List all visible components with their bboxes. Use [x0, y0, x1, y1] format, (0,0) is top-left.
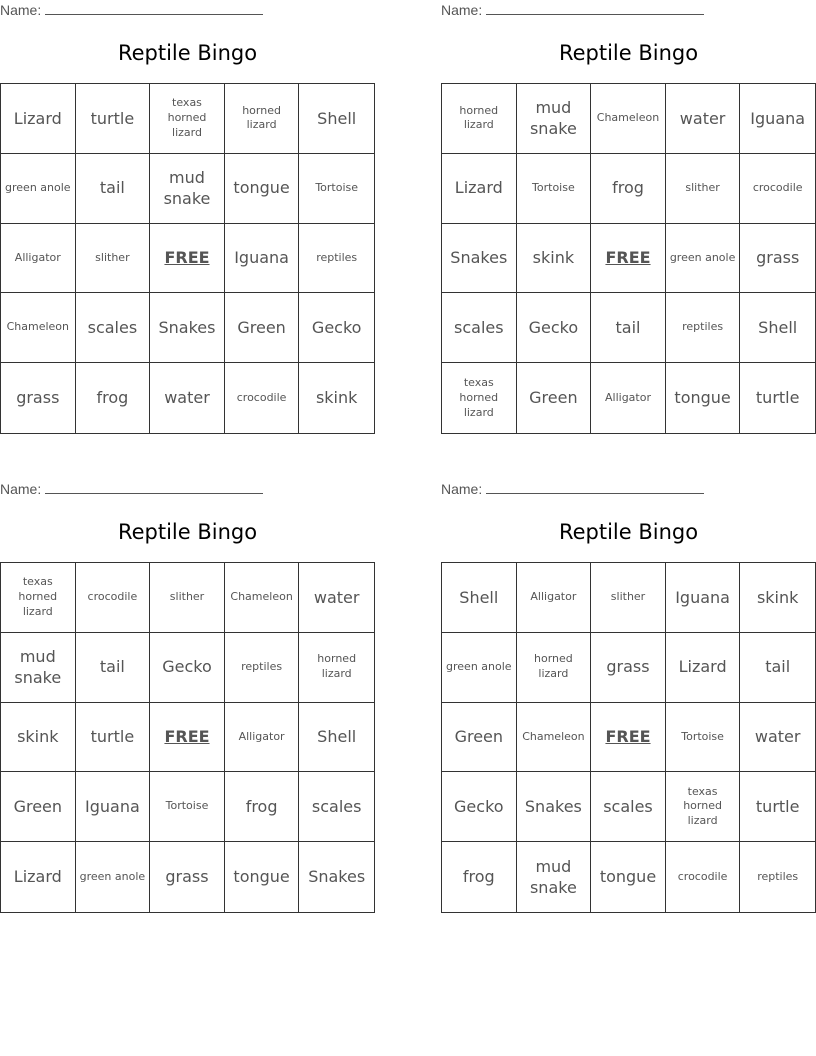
bingo-grid: [441, 83, 816, 434]
bingo-card-2: [441, 0, 816, 434]
bingo-cell: Alligator: [225, 703, 300, 773]
bingo-cell: Green: [442, 703, 517, 773]
bingo-cell: Snakes: [442, 224, 517, 294]
bingo-cell: horned lizard: [299, 633, 374, 703]
bingo-cell: horned lizard: [442, 84, 517, 154]
bingo-grid: [0, 83, 375, 434]
bingo-cell: Snakes: [517, 772, 592, 842]
bingo-cell: FREE: [591, 703, 666, 773]
card-title: Reptile Bingo: [117, 520, 258, 544]
bingo-cell: crocodile: [666, 842, 741, 912]
bingo-card-1: [0, 0, 375, 434]
bingo-cell: Snakes: [150, 293, 225, 363]
bingo-cell: texas horned lizard: [666, 772, 741, 842]
bingo-cell: grass: [591, 633, 666, 703]
name-blank-line[interactable]: [486, 481, 704, 494]
bingo-cell: skink: [740, 563, 815, 633]
bingo-cell: horned lizard: [225, 84, 300, 154]
bingo-cell: Snakes: [308, 867, 366, 887]
bingo-cell: tongue: [591, 842, 666, 912]
bingo-cell: Iguana: [225, 224, 300, 294]
bingo-cell: tail: [740, 633, 815, 703]
name-blank-line[interactable]: [486, 2, 704, 15]
bingo-cell: texas horned lizard: [442, 363, 517, 433]
bingo-cell: Iguana: [740, 84, 815, 154]
bingo-cell: Alligator: [591, 363, 666, 433]
bingo-cell: tail: [76, 633, 151, 703]
bingo-cell: Shell: [442, 563, 517, 633]
bingo-grid: [441, 562, 816, 913]
bingo-cell: Gecko: [150, 633, 225, 703]
bingo-cell: Green: [517, 363, 592, 433]
bingo-cell: Shell: [740, 293, 815, 363]
bingo-cell: grass: [150, 842, 225, 912]
bingo-cell: frog: [76, 363, 151, 433]
bingo-cell: reptiles: [299, 224, 374, 294]
bingo-cell: reptiles: [225, 633, 300, 703]
name-field[interactable]: [441, 2, 704, 18]
bingo-cell: skink: [517, 224, 592, 294]
bingo-cell: frog: [591, 154, 666, 224]
bingo-cell: Chameleon: [591, 84, 666, 154]
bingo-cell: tail: [591, 293, 666, 363]
bingo-cell: horned lizard: [517, 633, 592, 703]
bingo-cell: skink: [315, 388, 358, 408]
bingo-cell: grass: [1, 363, 76, 433]
name-field[interactable]: [0, 2, 263, 18]
card-title: Reptile Bingo: [558, 520, 699, 544]
bingo-cell: Gecko: [517, 293, 592, 363]
bingo-cell: water: [150, 363, 225, 433]
card-title: Reptile Bingo: [558, 41, 699, 65]
bingo-cell: scales: [442, 293, 517, 363]
bingo-cell: Iguana: [666, 563, 741, 633]
name-blank-line[interactable]: [45, 481, 263, 494]
bingo-cell: Shell: [299, 84, 374, 154]
bingo-cell: Tortoise: [666, 703, 741, 773]
bingo-cell: water: [740, 703, 815, 773]
bingo-cell: water: [299, 563, 374, 633]
bingo-cell: crocodile: [76, 563, 151, 633]
name-label: Name:: [441, 481, 483, 497]
bingo-cell: green anole: [76, 842, 151, 912]
bingo-cell: Alligator: [1, 224, 76, 294]
bingo-cell: Alligator: [517, 563, 592, 633]
bingo-cell: reptiles: [757, 869, 799, 883]
bingo-cell: Gecko: [442, 772, 517, 842]
bingo-cell: crocodile: [225, 363, 300, 433]
bingo-cell: tongue: [225, 842, 300, 912]
card-title: Reptile Bingo: [117, 41, 258, 65]
bingo-cell: turtle: [755, 388, 800, 408]
bingo-cell: Tortoise: [517, 154, 592, 224]
bingo-cell: FREE: [150, 224, 225, 294]
bingo-card-3: [0, 479, 375, 913]
bingo-cell: slither: [666, 154, 741, 224]
bingo-cell: green anole: [442, 633, 517, 703]
name-label: Name:: [441, 2, 483, 18]
bingo-cell: Shell: [299, 703, 374, 773]
bingo-cell: Chameleon: [1, 293, 76, 363]
bingo-cell: slither: [591, 563, 666, 633]
name-label: Name:: [0, 481, 42, 497]
bingo-cell: scales: [299, 772, 374, 842]
bingo-cell: mud snake: [1, 633, 76, 703]
bingo-grid: [0, 562, 375, 913]
name-blank-line[interactable]: [45, 2, 263, 15]
bingo-cell: Chameleon: [225, 563, 300, 633]
bingo-cell: skink: [1, 703, 76, 773]
bingo-cell: turtle: [76, 84, 151, 154]
bingo-cell: tail: [76, 154, 151, 224]
bingo-cell: Lizard: [666, 633, 741, 703]
bingo-cell: texas horned lizard: [1, 563, 76, 633]
bingo-cell: Tortoise: [299, 154, 374, 224]
bingo-cell: mud snake: [517, 842, 592, 912]
bingo-cell: Lizard: [442, 154, 517, 224]
bingo-cell: water: [666, 84, 741, 154]
bingo-cell: frog: [442, 842, 517, 912]
bingo-cell: reptiles: [666, 293, 741, 363]
bingo-cell: grass: [740, 224, 815, 294]
bingo-cell: Lizard: [1, 842, 76, 912]
bingo-cell: Chameleon: [517, 703, 592, 773]
bingo-cell: FREE: [150, 703, 225, 773]
bingo-card-4: [441, 479, 816, 913]
bingo-cell: turtle: [76, 703, 151, 773]
name-label: Name:: [0, 2, 42, 18]
bingo-cell: frog: [225, 772, 300, 842]
bingo-cell: Tortoise: [150, 772, 225, 842]
bingo-cell: scales: [76, 293, 151, 363]
bingo-cell: slither: [76, 224, 151, 294]
bingo-cell: Lizard: [1, 84, 76, 154]
bingo-cell: Green: [1, 772, 76, 842]
bingo-cell: tongue: [666, 363, 741, 433]
bingo-cell: Gecko: [299, 293, 374, 363]
bingo-cell: FREE: [591, 224, 666, 294]
bingo-cell: scales: [591, 772, 666, 842]
name-field[interactable]: [441, 481, 704, 497]
bingo-cell: Green: [225, 293, 300, 363]
bingo-cell: mud snake: [517, 84, 592, 154]
bingo-cell: crocodile: [740, 154, 815, 224]
bingo-cell: green anole: [666, 224, 741, 294]
bingo-cell: turtle: [740, 772, 815, 842]
bingo-cell: green anole: [1, 154, 76, 224]
bingo-cell: tongue: [225, 154, 300, 224]
bingo-cell: Iguana: [76, 772, 151, 842]
bingo-cell: texas horned lizard: [150, 84, 225, 154]
bingo-cell: mud snake: [150, 154, 225, 224]
name-field[interactable]: [0, 481, 263, 497]
bingo-cell: slither: [150, 563, 225, 633]
